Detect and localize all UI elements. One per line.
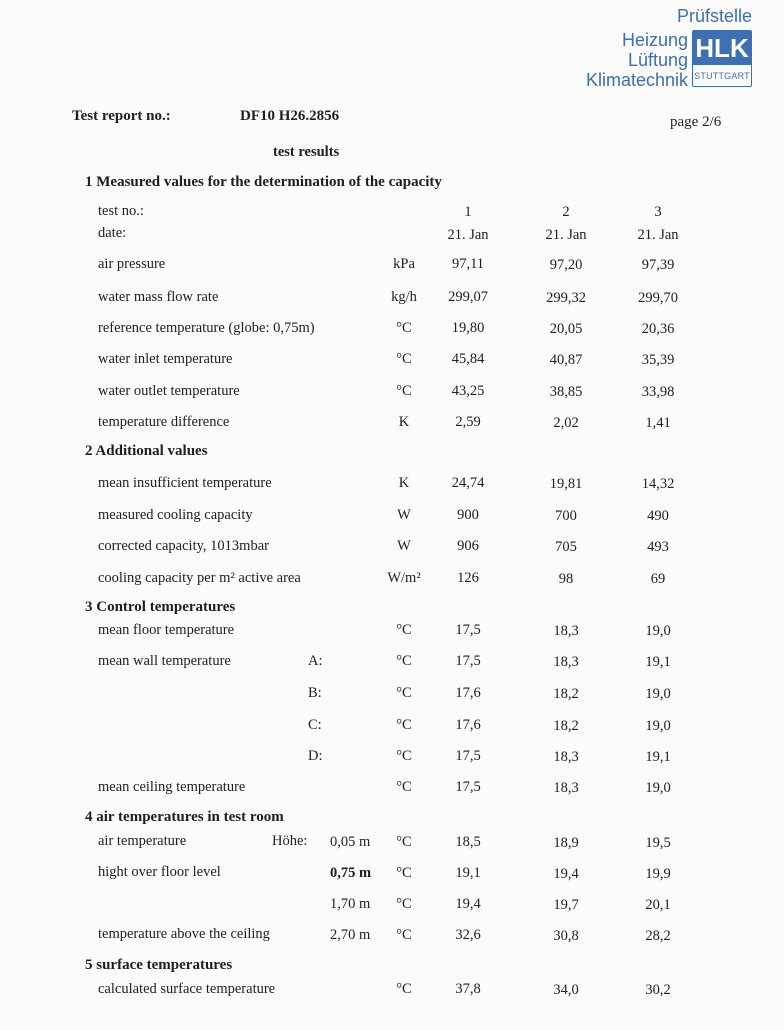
unit-cell: °C [396, 685, 412, 701]
unit-cell: kPa [393, 256, 415, 272]
unit-cell: K [398, 414, 410, 430]
hoehe-label: Höhe: [272, 833, 308, 849]
height-cell: 2,70 m [330, 927, 371, 943]
value-cell: 40,87 [549, 352, 583, 368]
unit-cell: °C [396, 865, 412, 881]
row-label: cooling capacity per m² active area [98, 570, 301, 586]
row-label: mean insufficient temperature [98, 475, 272, 491]
row-label: water outlet temperature [98, 383, 240, 399]
value-cell: 19,5 [645, 835, 671, 851]
value-cell: 17,6 [455, 685, 481, 701]
page-subtitle: test results [273, 144, 340, 160]
value-cell: 18,3 [553, 654, 579, 670]
logo-pruefstelle: Prüfstelle [676, 6, 752, 26]
section-2-title: 2 Additional values [85, 443, 208, 459]
value-cell: 900 [457, 507, 479, 523]
value-cell: 493 [647, 539, 669, 555]
logo-klimatechnik: Klimatechnik [585, 70, 688, 90]
value-cell: 19,1 [645, 749, 671, 765]
value-cell: 24,74 [451, 475, 485, 491]
value-cell: 45,84 [451, 351, 485, 367]
value-cell: 20,05 [549, 321, 583, 337]
value-cell: 19,0 [645, 686, 671, 702]
value-cell: 19,1 [455, 865, 481, 881]
value-cell: 20,36 [641, 321, 675, 337]
report-label: Test report no.: [72, 108, 171, 124]
logo-heizung: Heizung [621, 30, 688, 50]
value-cell: 98 [558, 571, 574, 587]
value-cell: 14,32 [641, 476, 675, 492]
height-cell: 0,05 m [330, 834, 371, 850]
unit-cell: °C [396, 779, 412, 795]
unit-cell: W [397, 507, 411, 523]
unit-cell: °C [396, 981, 412, 997]
value-cell: 705 [555, 539, 577, 555]
section-4-title: 4 air temperatures in test room [85, 809, 284, 825]
value-cell: 35,39 [641, 352, 675, 368]
ceiling-temperature-label: temperature above the ceiling [98, 926, 270, 942]
hight-label: hight over floor level [98, 864, 221, 880]
value-cell: 19,0 [645, 718, 671, 734]
test-no-label: test no.: [98, 203, 144, 219]
row-label: water mass flow rate [98, 289, 219, 305]
date-label: date: [98, 225, 127, 241]
value-cell: 32,6 [455, 927, 481, 943]
value-cell: 1,41 [645, 415, 671, 431]
wall-sub-label: A: [308, 653, 323, 669]
unit-cell: °C [396, 622, 412, 638]
section-5-title: 5 surface temperatures [85, 957, 233, 973]
value-cell: 17,5 [455, 653, 481, 669]
wall-sub-label: C: [308, 717, 322, 733]
value-cell: 299,07 [448, 289, 488, 305]
unit-cell: °C [396, 748, 412, 764]
air-temperature-label: air temperature [98, 833, 187, 849]
section-3-title: 3 Control temperatures [85, 599, 236, 615]
value-cell: 19,0 [645, 780, 671, 796]
test-number: 2 [562, 204, 570, 220]
test-date: 21. Jan [637, 227, 679, 243]
value-cell: 2,59 [455, 414, 481, 430]
row-label: mean floor temperature [98, 622, 235, 638]
unit-cell: °C [396, 896, 412, 912]
wall-sub-label: B: [308, 685, 322, 701]
value-cell: 19,80 [451, 320, 485, 336]
value-cell: 18,3 [553, 623, 579, 639]
unit-cell: °C [396, 320, 412, 336]
hlk-logo-text: HLK [693, 31, 751, 65]
value-cell: 37,8 [455, 981, 481, 997]
value-cell: 69 [650, 571, 666, 587]
value-cell: 18,3 [553, 749, 579, 765]
test-number: 1 [464, 204, 472, 220]
unit-cell: °C [396, 351, 412, 367]
row-label: measured cooling capacity [98, 507, 253, 523]
value-cell: 43,25 [451, 383, 485, 399]
value-cell: 126 [457, 570, 479, 586]
value-cell: 18,3 [553, 780, 579, 796]
value-cell: 299,70 [638, 290, 678, 306]
unit-cell: kg/h [391, 289, 417, 305]
value-cell: 2,02 [553, 415, 579, 431]
row-label: mean ceiling temperature [98, 779, 246, 795]
value-cell: 18,2 [553, 718, 579, 734]
unit-cell: °C [396, 834, 412, 850]
value-cell: 28,2 [645, 928, 671, 944]
value-cell: 30,2 [645, 982, 671, 998]
unit-cell: W [397, 538, 411, 554]
value-cell: 97,39 [641, 257, 675, 273]
unit-cell: W/m² [387, 570, 421, 586]
value-cell: 18,9 [553, 835, 579, 851]
hlk-logo [692, 30, 752, 87]
value-cell: 19,4 [553, 866, 579, 882]
value-cell: 30,8 [553, 928, 579, 944]
value-cell: 19,9 [645, 866, 671, 882]
logo-lueftung: Lüftung [627, 50, 688, 70]
value-cell: 490 [647, 508, 669, 524]
value-cell: 700 [555, 508, 577, 524]
test-date: 21. Jan [545, 227, 587, 243]
row-label: reference temperature (globe: 0,75m) [98, 320, 315, 336]
row-label: corrected capacity, 1013mbar [98, 538, 269, 554]
value-cell: 17,5 [455, 779, 481, 795]
unit-cell: °C [396, 927, 412, 943]
unit-cell: K [398, 475, 410, 491]
test-date: 21. Jan [447, 227, 489, 243]
value-cell: 17,6 [455, 717, 481, 733]
value-cell: 97,20 [549, 257, 583, 273]
report-number: DF10 H26.2856 [240, 108, 340, 124]
test-number: 3 [654, 204, 662, 220]
row-label: temperature difference [98, 414, 230, 430]
row-label: water inlet temperature [98, 351, 233, 367]
unit-cell: °C [396, 717, 412, 733]
height-cell: 1,70 m [330, 896, 371, 912]
value-cell: 19,0 [645, 623, 671, 639]
value-cell: 19,7 [553, 897, 579, 913]
hlk-logo-stuttgart: STUTTGART [694, 71, 750, 81]
section-1-title: 1 Measured values for the determination of the capacity [85, 174, 442, 190]
value-cell: 97,11 [451, 256, 485, 272]
row-label: calculated surface temperature [98, 981, 276, 997]
value-cell: 17,5 [455, 622, 481, 638]
value-cell: 19,1 [645, 654, 671, 670]
wall-sub-label: D: [308, 748, 323, 764]
wall-temperature-label: mean wall temperature [98, 653, 231, 669]
value-cell: 20,1 [645, 897, 671, 913]
unit-cell: °C [396, 383, 412, 399]
page-number: page 2/6 [670, 114, 722, 130]
value-cell: 38,85 [549, 384, 583, 400]
value-cell: 34,0 [553, 982, 579, 998]
value-cell: 17,5 [455, 748, 481, 764]
value-cell: 19,4 [455, 896, 481, 912]
value-cell: 18,2 [553, 686, 579, 702]
value-cell: 33,98 [641, 384, 675, 400]
row-label: air pressure [98, 256, 166, 272]
value-cell: 906 [457, 538, 479, 554]
value-cell: 19,81 [549, 476, 583, 492]
unit-cell: °C [396, 653, 412, 669]
height-cell: 0,75 m [330, 865, 372, 881]
value-cell: 18,5 [455, 834, 481, 850]
value-cell: 299,32 [546, 290, 586, 306]
